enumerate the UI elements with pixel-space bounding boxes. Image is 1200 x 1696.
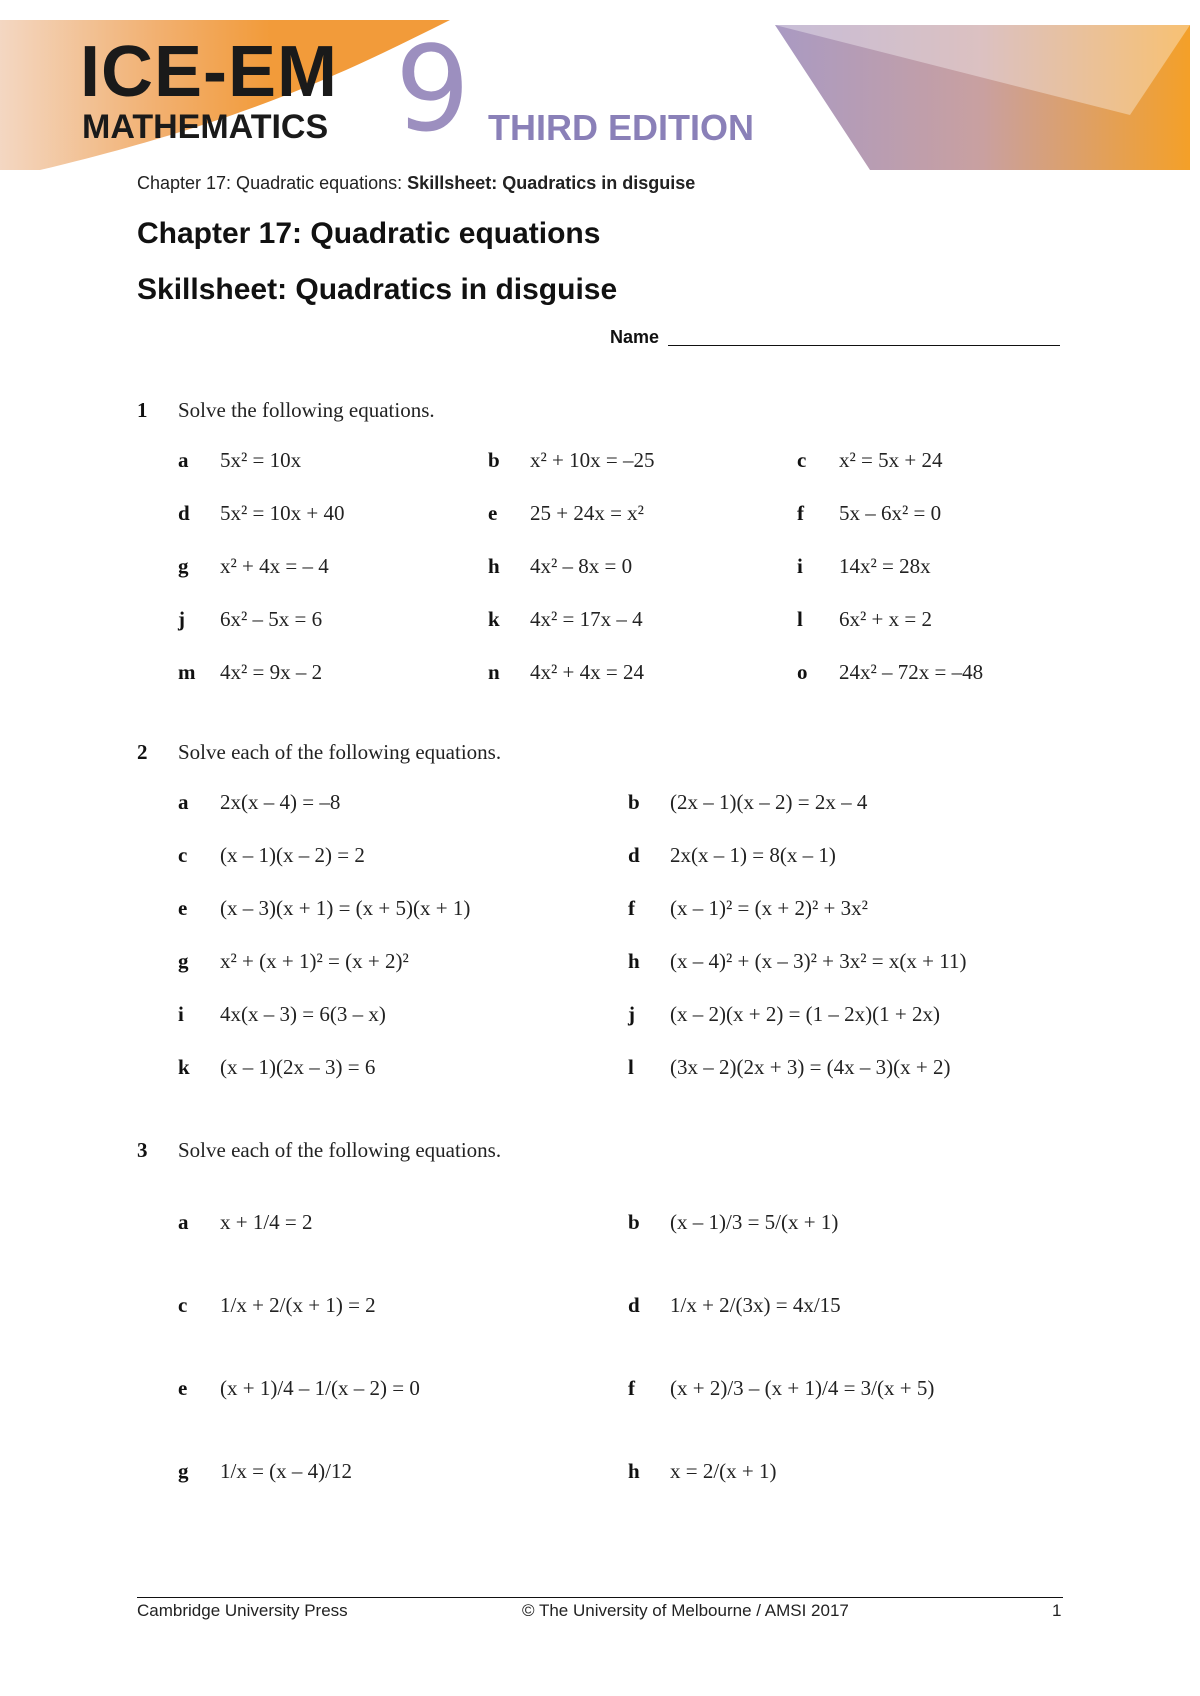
brand-subtitle: MATHEMATICS [82,108,329,146]
footer-rule [137,1597,1063,1598]
item-equation: 25 + 24x = x² [530,501,644,525]
item-letter: g [178,949,189,973]
edition-label: THIRD EDITION [488,107,754,148]
item-letter: f [628,1376,635,1400]
item-letter: g [178,1459,189,1483]
question-number: 3 [137,1138,148,1162]
question-number: 2 [137,740,148,764]
item-equation: x² + (x + 1)² = (x + 2)² [220,949,409,973]
item-equation: (3x – 2)(2x + 3) = (4x – 3)(x + 2) [670,1055,951,1079]
item-letter: i [797,554,803,578]
item-equation: 1/x + 2/(3x) = 4x/15 [670,1293,841,1317]
item-letter: m [178,660,196,684]
item-letter: c [797,448,807,472]
item-letter: l [797,607,803,631]
item-letter: c [178,1293,188,1317]
running-head-bold: Skillsheet: Quadratics in disguise [407,173,696,193]
name-label: Name [610,327,660,347]
page-number: 1 [1052,1601,1062,1620]
item-equation: x² + 4x = – 4 [220,554,329,578]
question-prompt: Solve the following equations. [178,398,435,422]
item-equation: (x + 2)/3 – (x + 1)/4 = 3/(x + 5) [670,1376,935,1400]
item-letter: g [178,554,189,578]
item-equation: 4x(x – 3) = 6(3 – x) [220,1002,386,1026]
name-field-line[interactable] [668,345,1060,346]
item-equation: 4x² = 17x – 4 [530,607,643,631]
item-equation: 5x – 6x² = 0 [839,501,942,525]
item-equation: x = 2/(x + 1) [670,1459,777,1483]
item-equation: 2x(x – 1) = 8(x – 1) [670,843,836,867]
item-letter: d [178,501,190,525]
item-equation: 5x² = 10x [220,448,302,472]
item-letter: e [178,896,188,920]
brand-title: ICE-EM [80,32,338,112]
footer-publisher: Cambridge University Press [137,1601,348,1620]
item-equation: (x – 1)² = (x + 2)² + 3x² [670,896,868,920]
item-letter: a [178,1210,189,1234]
item-equation: 6x² + x = 2 [839,607,932,631]
skillsheet-title: Skillsheet: Quadratics in disguise [137,273,618,306]
question-number: 1 [137,398,148,422]
item-equation: (x – 2)(x + 2) = (1 – 2x)(1 + 2x) [670,1002,940,1026]
item-letter: b [488,448,500,472]
question-prompt: Solve each of the following equations. [178,1138,502,1162]
item-letter: b [628,1210,640,1234]
item-equation: 4x² + 4x = 24 [530,660,644,684]
item-equation: 1/x + 2/(x + 1) = 2 [220,1293,376,1317]
running-head [137,173,695,194]
item-equation: (x – 1)(2x – 3) = 6 [220,1055,376,1079]
item-letter: i [178,1002,184,1026]
item-letter: k [488,607,500,631]
item-letter: e [178,1376,188,1400]
item-letter: j [178,607,185,631]
item-letter: d [628,1293,640,1317]
item-letter: e [488,501,498,525]
item-letter: o [797,660,808,684]
item-equation: x² + 10x = –25 [530,448,655,472]
item-letter: n [488,660,500,684]
item-equation: (2x – 1)(x – 2) = 2x – 4 [670,790,868,814]
running-head-prefix: Chapter 17: Quadratic equations: [137,173,408,193]
item-equation: (x – 1)(x – 2) = 2 [220,843,365,867]
item-letter: h [488,554,500,578]
item-equation: x + 1/4 = 2 [220,1210,313,1234]
brand-number: 9 [395,20,471,158]
item-equation: 4x² = 9x – 2 [220,660,323,684]
item-equation: 2x(x – 4) = –8 [220,790,341,814]
item-equation: x² = 5x + 24 [839,448,943,472]
item-equation: (x + 1)/4 – 1/(x – 2) = 0 [220,1376,420,1400]
item-letter: h [628,949,640,973]
item-equation: 6x² – 5x = 6 [220,607,323,631]
item-letter: j [628,1002,635,1026]
item-equation: 14x² = 28x [839,554,931,578]
item-equation: 1/x = (x – 4)/12 [220,1459,352,1483]
question-prompt: Solve each of the following equations. [178,740,502,764]
item-letter: d [628,843,640,867]
item-letter: l [628,1055,634,1079]
chapter-title: Chapter 17: Quadratic equations [137,217,601,250]
footer-copyright: © The University of Melbourne / AMSI 2017 [522,1601,849,1620]
item-letter: a [178,448,189,472]
item-equation: (x – 1)/3 = 5/(x + 1) [670,1210,839,1234]
item-letter: b [628,790,640,814]
item-letter: c [178,843,188,867]
item-letter: a [178,790,189,814]
item-equation: 5x² = 10x + 40 [220,501,345,525]
item-letter: h [628,1459,640,1483]
item-letter: f [797,501,804,525]
item-equation: 4x² – 8x = 0 [530,554,633,578]
item-equation: (x – 4)² + (x – 3)² + 3x² = x(x + 11) [670,949,967,973]
item-letter: k [178,1055,190,1079]
item-equation: (x – 3)(x + 1) = (x + 5)(x + 1) [220,896,471,920]
item-equation: 24x² – 72x = –48 [839,660,984,684]
item-letter: f [628,896,635,920]
